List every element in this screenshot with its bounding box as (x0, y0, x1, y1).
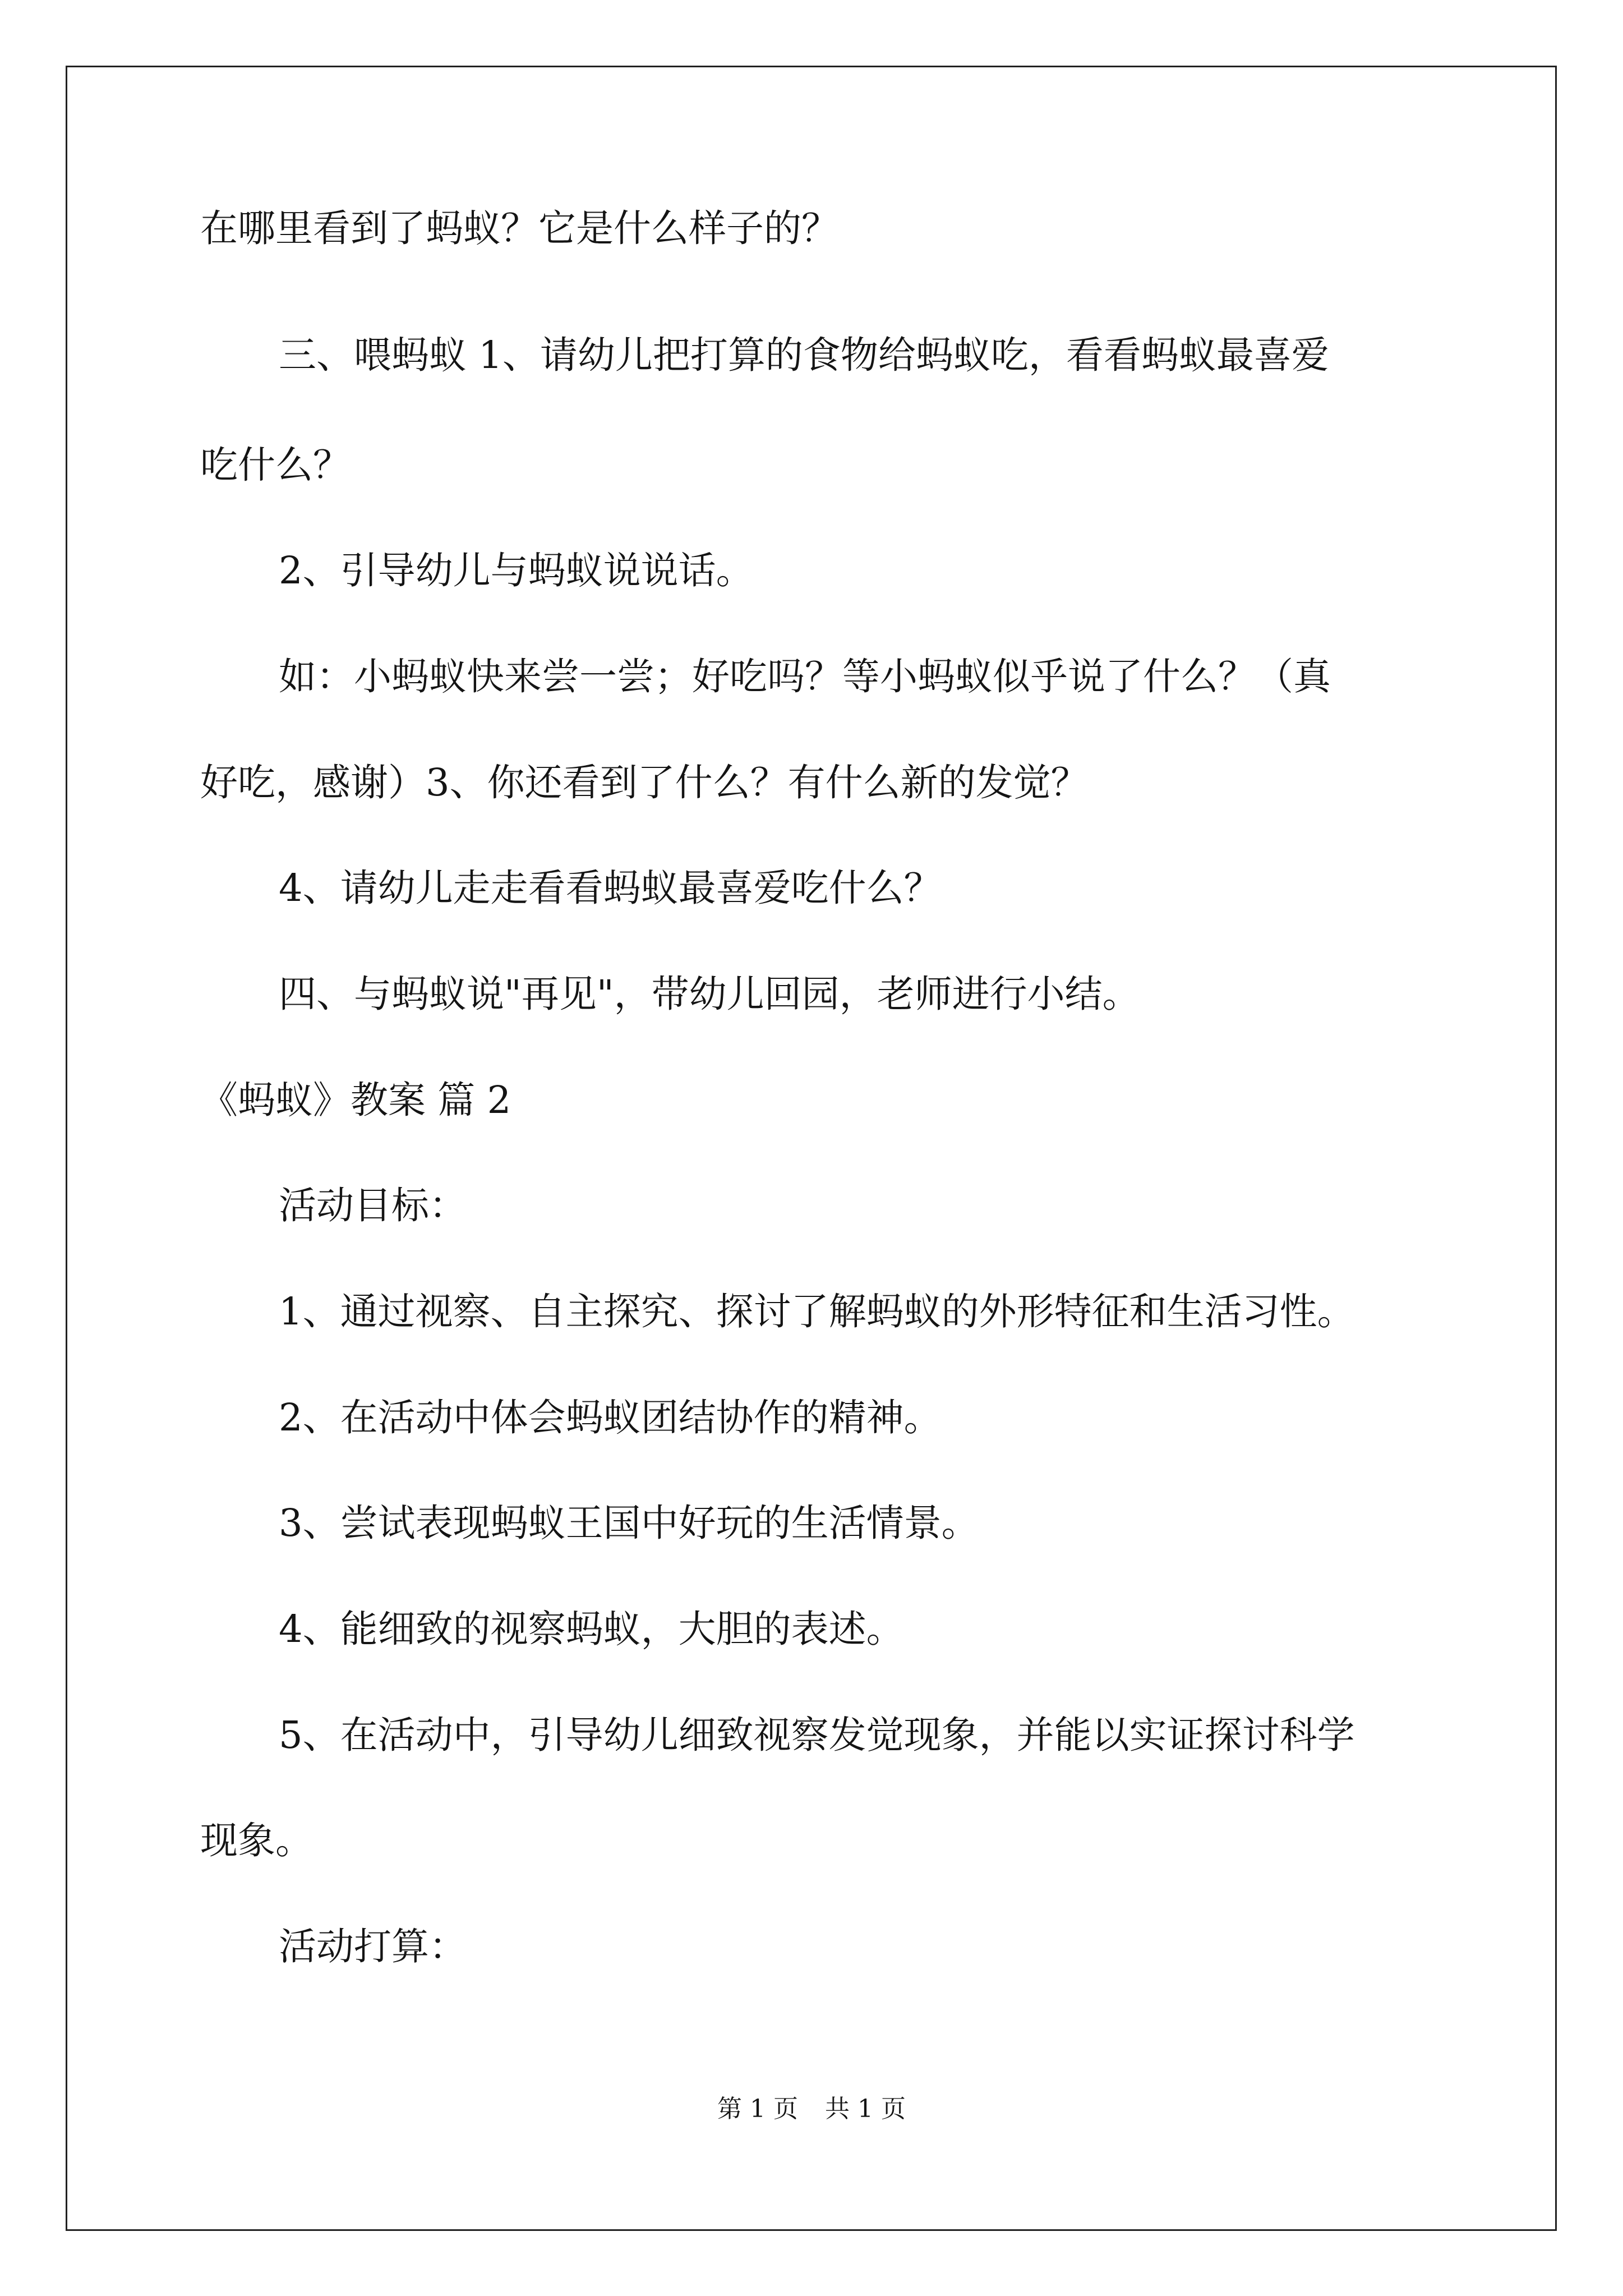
body-line-1: 在哪里看到了蚂蚁？它是什么样子的？ (200, 206, 839, 250)
body-line-4: 2、引导幼儿与蚂蚁说说话。 (279, 549, 754, 592)
body-line-11: 1、通过视察、自主探究、探讨了解蚂蚁的外形特征和生活习性。 (279, 1290, 1355, 1333)
body-line-6: 好吃，感谢）3、你还看到了什么？有什么新的发觉？ (200, 761, 1089, 804)
body-line-5: 如：小蚂蚁快来尝一尝；好吃吗？等小蚂蚁似乎说了什么？（真 (279, 655, 1331, 698)
body-line-15: 5、在活动中，引导幼儿细致视察发觉现象，并能以实证探讨科学 (279, 1713, 1355, 1757)
body-line-12: 2、在活动中体会蚂蚁团结协作的精神。 (279, 1396, 942, 1439)
body-line-14: 4、能细致的视察蚂蚁，大胆的表述。 (279, 1607, 904, 1651)
body-line-2: 三、喂蚂蚁 1、请幼儿把打算的食物给蚂蚁吃，看看蚂蚁最喜爱 (279, 333, 1329, 377)
body-line-8: 四、与蚂蚁说"再见"，带幼儿回园，老师进行小结。 (279, 972, 1140, 1016)
body-line-16: 现象。 (200, 1819, 313, 1862)
body-line-3: 吃什么？ (200, 443, 351, 487)
page-number-current: 第 1 页 (717, 2095, 798, 2123)
body-line-17: 活动打算： (279, 1925, 467, 1968)
body-line-10: 活动目标： (279, 1184, 467, 1227)
section-heading: 《蚂蚁》教案 篇 2 (200, 1078, 511, 1122)
page-footer (0, 2093, 1623, 2125)
body-line-13: 3、尝试表现蚂蚁王国中好玩的生活情景。 (279, 1501, 979, 1545)
page-border (66, 66, 1557, 2231)
body-line-7: 4、请幼儿走走看看蚂蚁最喜爱吃什么？ (279, 866, 942, 910)
page-number-total: 共 1 页 (825, 2095, 906, 2123)
